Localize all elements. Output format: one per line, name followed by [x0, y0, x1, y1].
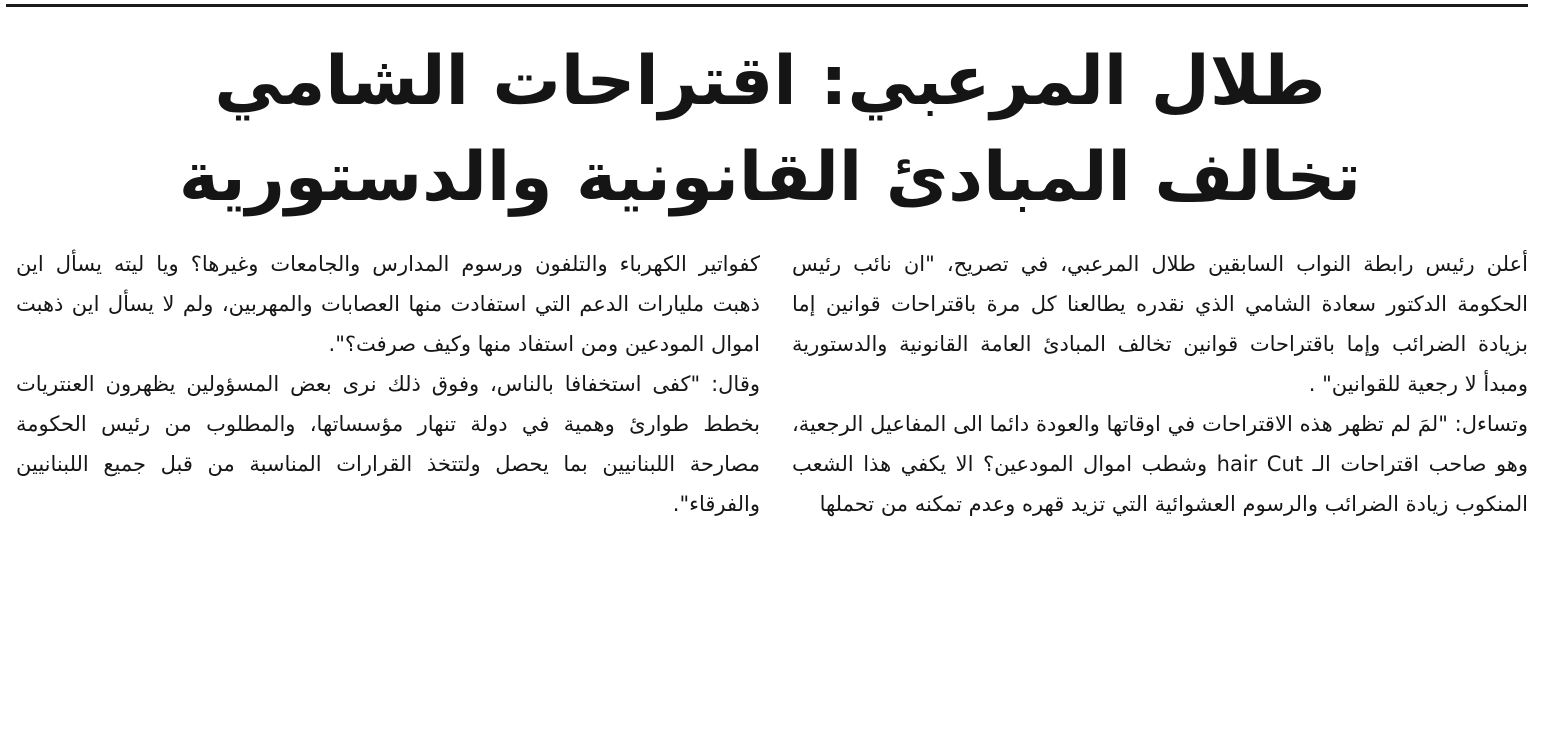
article-column-left: [16, 244, 760, 524]
paragraph-continuation: كفواتير الكهرباء والتلفون ورسوم المدارس والجامعات وغيرها؟ ويا ليته يسأل اين ذهبت مليارات الدعم التي استفادت منها العصابات والمهربين، ولم لا يسأل اين ذهبت اموال المودعين ومن استفاد منها وكيف صرفت؟".: [16, 252, 760, 356]
headline: [20, 34, 1520, 226]
paragraph-question: وتساءل: "لمَ لم تظهر هذه الاقتراحات في اوقاتها والعودة دائما الى المفاعيل الرجعية، وهو صاحب اقتراحات الـ hair Cut وشطب اموال المودعين؟ الا يكفي هذا الشعب المنكوب زيادة الضرائب والرسوم العشوائية التي تزيد قهره وعدم تمكنه من تحملها: [792, 412, 1529, 516]
headline-line-2: تخالف المبادئ القانونية والدستورية: [178, 138, 1362, 217]
paragraph-announcement: أعلن رئيس رابطة النواب السابقين طلال المرعبي، في تصريح، "ان نائب رئيس الحكومة الدكتور سعادة الشامي الذي نقدره يطالعنا كل مرة باقتراحات قوانين إما بزيادة الضرائب وإما باقتراحات قوانين تخالف المبادئ العامة القانونية والدستورية ومبدأ لا رجعية للقوانين" .: [792, 252, 1528, 396]
paragraph-statement: وقال: "كفى استخفافا بالناس، وفوق ذلك نرى بعض المسؤولين يظهرون العنتريات بخطط طوارئ وهمية في دولة تنهار مؤسساتها، والمطلوب من رئيس الحكومة مصارحة اللبنانيين بما يحصل ولتتخذ القرارات المناسبة من قبل جميع اللبنانيين والفرقاء".: [16, 372, 760, 516]
top-rule: [6, 4, 1528, 7]
headline-line-1: طلال المرعبي: اقتراحات الشامي: [214, 42, 1326, 121]
article-column-right: [792, 244, 1528, 524]
